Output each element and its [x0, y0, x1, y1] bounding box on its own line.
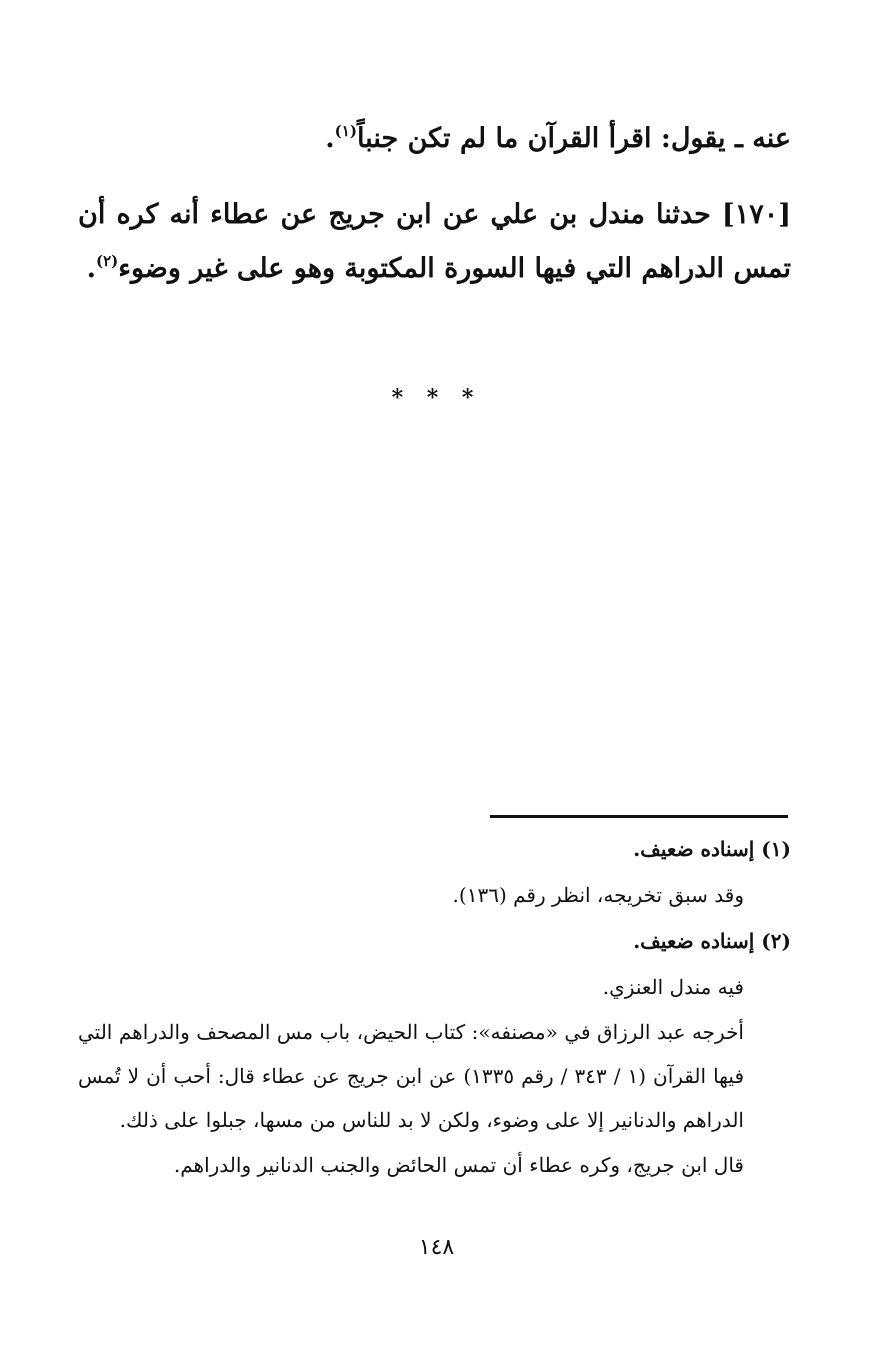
footnote-ref-1[interactable]: (١): [334, 122, 357, 140]
hadith-number: [١٧٠]: [721, 199, 791, 230]
hadith-paragraph: [78, 188, 791, 296]
section-separator: * * *: [391, 385, 482, 411]
footnote-2-closing: قال ابن جريج، وكره عطاء أن تمس الحائض والجنب الدنانير والدراهم.: [173, 1153, 744, 1177]
hadith-end: .: [86, 253, 96, 284]
opening-line: [78, 112, 791, 166]
footnote-ref-2[interactable]: (٢): [95, 252, 119, 270]
hadith-text: حدثنا مندل بن علي عن ابن جريج عن عطاء أنه كره أن تمس الدراهم التي فيها السورة المكتوبة وهو على غير وضوء: [78, 199, 791, 284]
footnote-2-heading: (٢) إسناده ضعيف.: [633, 929, 791, 953]
footnote-divider: [490, 815, 788, 818]
footnote-2-text: فيه مندل العنزي.: [602, 975, 744, 999]
page-number: ١٤٨: [418, 1235, 455, 1260]
footnote-2-source: أخرجه عبد الرزاق في «مصنفه»: كتاب الحيض، باب مس المصحف والدراهم التي فيها القرآن (١ / ٣٤٣ / رقم ١٣٣٥) عن ابن جريج عن عطاء قال: أحب أن لا تُمس الدراهم والدنانير إلا على وضوء، ولكن لا بد للناس من مسها، جبلوا على ذلك.: [78, 1020, 744, 1132]
opening-line-text: عنه ـ يقول: اقرأ القرآن ما لم تكن جنباً: [356, 123, 791, 154]
opening-line-end: .: [325, 123, 335, 154]
footnote-1-text: وقد سبق تخريجه، انظر رقم (١٣٦).: [452, 883, 744, 907]
footnote-1-heading: (١) إسناده ضعيف.: [633, 837, 791, 861]
footnotes-section: [78, 826, 791, 1188]
